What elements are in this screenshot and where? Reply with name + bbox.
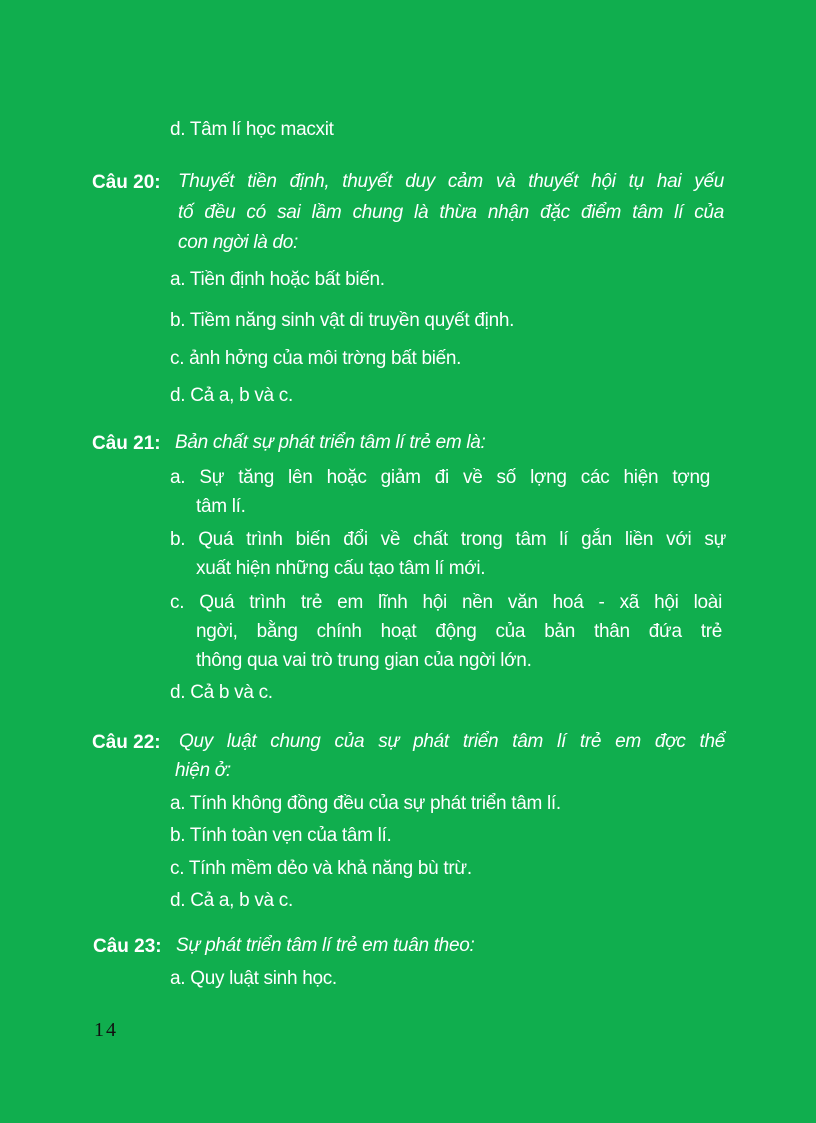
answer-option-b: b. Quá trình biến đổi về chất trong tâm lí gắn liền với sự: [170, 529, 726, 550]
answer-option-b: b. Tiềm năng sinh vật di truyền quyết định.: [170, 310, 515, 331]
question-label: Câu 21:: [92, 433, 161, 454]
question-label: Câu 20:: [92, 172, 161, 193]
answer-option-c: c. Quá trình trẻ em lĩnh hội nền văn hoá - xã hội loài: [170, 592, 722, 613]
question-stem-line: Bản chất sự phát triển tâm lí trẻ em là:: [175, 432, 486, 453]
question-stem-line: Sự phát triển tâm lí trẻ em tuân theo:: [176, 935, 475, 956]
prev-option-d: d. Tâm lí học macxit: [170, 119, 334, 140]
answer-option-d: d. Cả a, b và c.: [170, 890, 293, 911]
answer-option-d: d. Cả a, b và c.: [170, 385, 293, 406]
question-stem-line: hiện ở:: [175, 760, 231, 781]
question-stem-line: Thuyết tiền định, thuyết duy cảm và thuyết hội tụ hai yếu: [178, 171, 724, 192]
answer-option-c-cont: thông qua vai trò trung gian của ngời lớn.: [196, 650, 532, 671]
answer-option-a-cont: tâm lí.: [196, 496, 246, 517]
question-label: Câu 23:: [93, 936, 162, 957]
answer-option-a: a. Tiền định hoặc bất biến.: [170, 269, 385, 290]
question-label: Câu 22:: [92, 732, 161, 753]
answer-option-a: a. Tính không đồng đều của sự phát triển tâm lí.: [170, 793, 561, 814]
answer-option-d: d. Cả b và c.: [170, 682, 273, 703]
question-stem-line: Quy luật chung của sự phát triển tâm lí trẻ em đợc thể: [179, 731, 725, 752]
answer-option-c-cont: ngời, bằng chính hoạt động của bản thân đứa trẻ: [196, 621, 722, 642]
question-stem-line: tố đều có sai lầm chung là thừa nhận đặc điểm tâm lí của: [178, 202, 724, 223]
answer-option-a: a. Quy luật sinh học.: [170, 968, 337, 989]
question-stem-line: con ngời là do:: [178, 232, 299, 253]
answer-option-b: b. Tính toàn vẹn của tâm lí.: [170, 825, 392, 846]
page-number: 14: [94, 1019, 118, 1041]
answer-option-c: c. ảnh hởng của môi trờng bất biến.: [170, 348, 462, 369]
answer-option-a: a. Sự tăng lên hoặc giảm đi về số lợng các hiện tợng: [170, 467, 710, 488]
answer-option-c: c. Tính mềm dẻo và khả năng bù trừ.: [170, 858, 472, 879]
answer-option-b-cont: xuất hiện những cấu tạo tâm lí mới.: [196, 558, 486, 579]
